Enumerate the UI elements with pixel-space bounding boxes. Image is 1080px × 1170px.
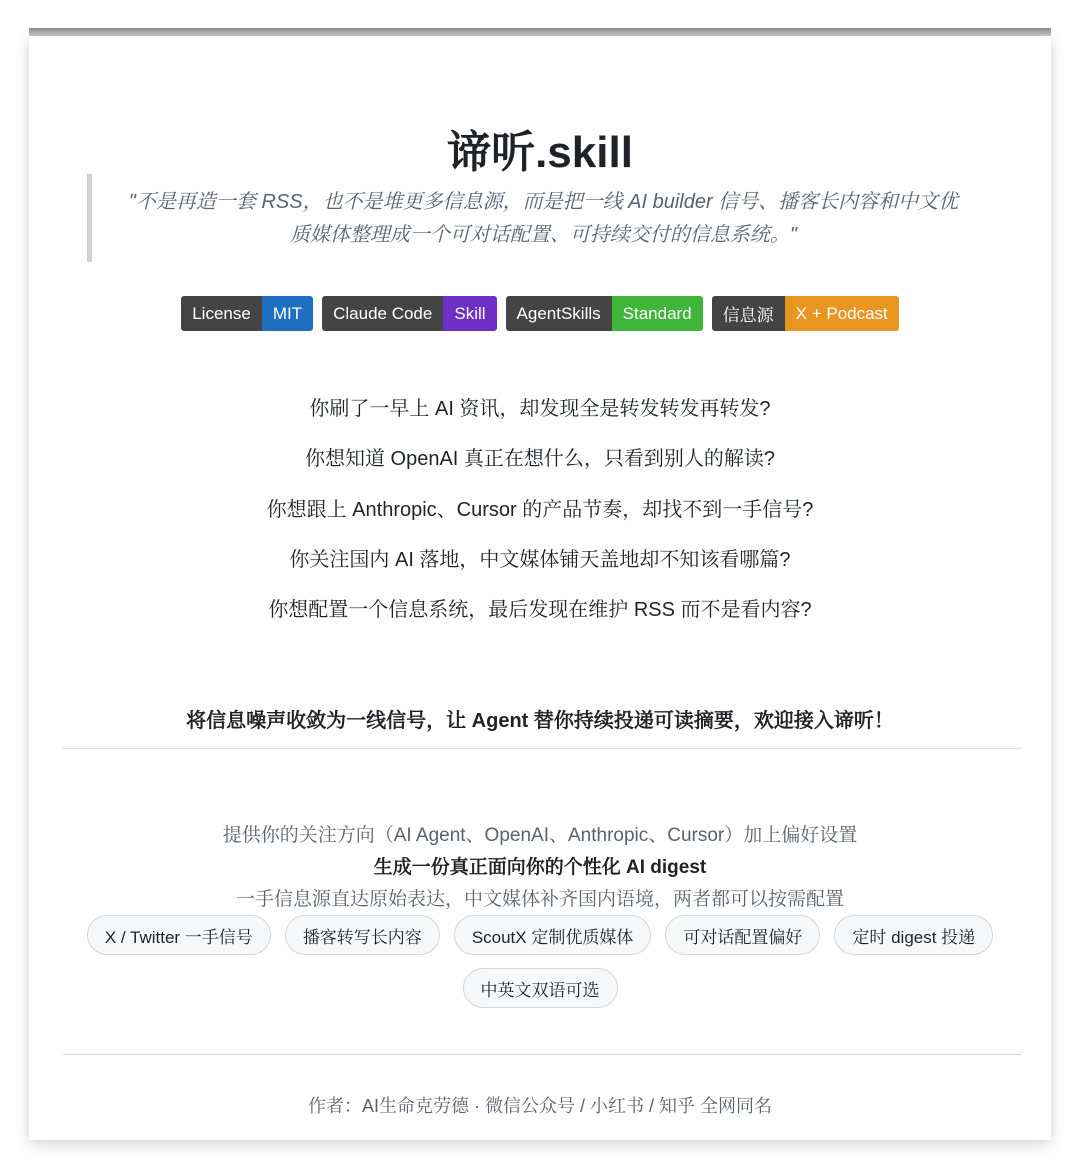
page-title: 谛听.skill — [447, 128, 633, 177]
tagline: 将信息噪声收敛为一线信号，让 Agent 替你持续投递可读摘要，欢迎接入谛听！ — [186, 710, 894, 732]
question: 你刷了一早上 AI 资讯，却发现全是转发转发再转发? — [309, 398, 771, 420]
pill-bilingual: 中英文双语可选 — [463, 968, 618, 1008]
badge-label: Claude Code — [322, 296, 443, 331]
pill-twitter: X / Twitter 一手信号 — [87, 915, 271, 955]
badge-label: AgentSkills — [506, 296, 612, 331]
blockquote — [87, 174, 967, 262]
question: 你想知道 OpenAI 真正在想什么，只看到别人的解读? — [304, 448, 776, 471]
pill-scoutx: ScoutX 定制优质媒体 — [454, 915, 652, 955]
feature-pills — [69, 915, 1011, 1008]
badge-claude-code[interactable] — [322, 296, 496, 331]
badge-value: Standard — [612, 296, 703, 331]
question: 你想跟上 Anthropic、Cursor 的产品节奏，却找不到一手信号? — [266, 498, 814, 521]
quote-line-1: "不是再造一套 RSS，也不是堆更多信息源，而是把一线 AI builder 信号、播客长内容和中文优 — [128, 191, 959, 213]
badge-value: X + Podcast — [785, 296, 899, 331]
question: 你想配置一个信息系统，最后发现在维护 RSS 而不是看内容? — [268, 599, 812, 622]
badge-value: MIT — [262, 296, 313, 331]
divider — [63, 1054, 1021, 1055]
readme-card — [29, 36, 1051, 1140]
features-line-1: 提供你的关注方向（AI Agent、OpenAI、Anthropic、Cursor）加上偏好设置 — [222, 825, 858, 846]
footer-author: 作者：AI生命克劳德 · 微信公众号 / 小红书 / 知乎 全网同名 — [307, 1096, 772, 1116]
badge-label: 信息源 — [712, 296, 785, 331]
badge-value: Skill — [443, 296, 496, 331]
features-line-3: 一手信息源直达原始表达，中文媒体补齐国内语境，两者都可以按需配置 — [235, 889, 844, 910]
badge-sources[interactable] — [712, 296, 899, 331]
badge-agentskills[interactable] — [506, 296, 703, 331]
badge-license[interactable] — [181, 296, 313, 331]
features-line-2: 生成一份真正面向你的个性化 AI digest — [373, 857, 707, 878]
badge-label: License — [181, 296, 262, 331]
question: 你关注国内 AI 落地，中文媒体铺天盖地却不知该看哪篇? — [289, 548, 791, 571]
badge-row — [29, 296, 1051, 331]
quote-line-2: 质媒体整理成一个可对话配置、可持续交付的信息系统。" — [289, 224, 798, 246]
pill-digest: 定时 digest 投递 — [834, 915, 993, 955]
pill-config: 可对话配置偏好 — [665, 915, 820, 955]
divider — [63, 748, 1021, 749]
features-description — [29, 820, 1051, 916]
question-list — [29, 384, 1051, 635]
pill-podcast: 播客转写长内容 — [285, 915, 440, 955]
